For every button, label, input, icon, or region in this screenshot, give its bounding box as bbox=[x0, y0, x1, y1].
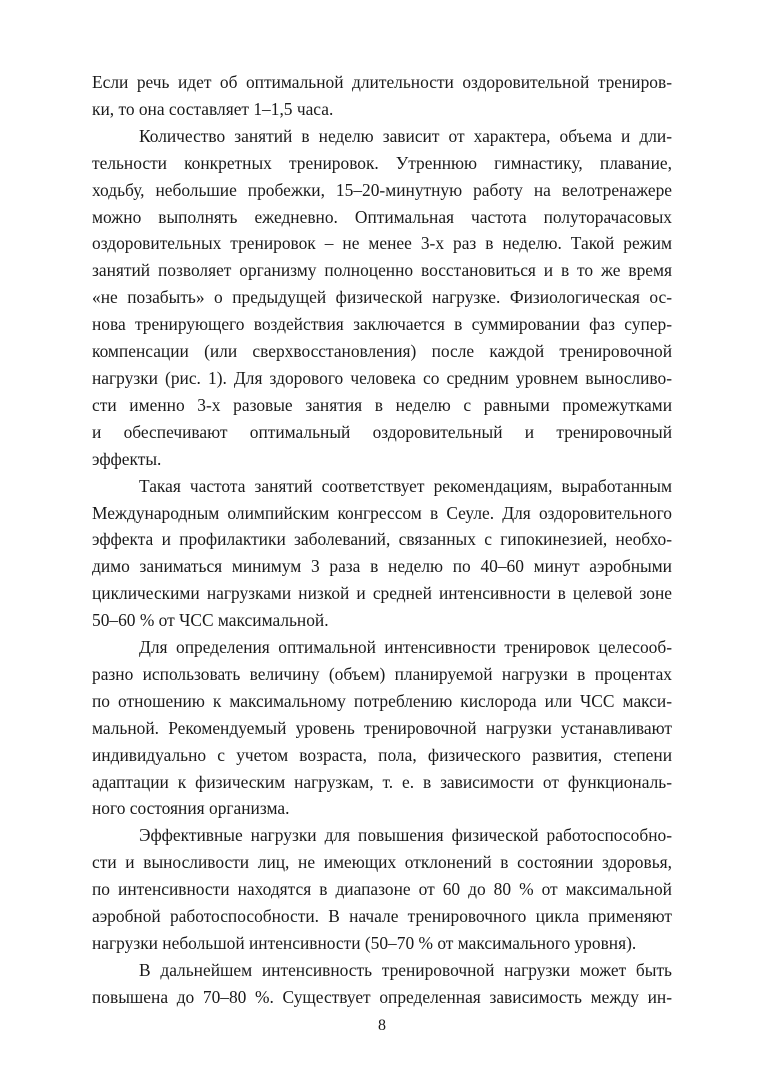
text-line: нагрузки (рис. 1). Для здорового человека со средним уровнем выносливо- bbox=[92, 367, 672, 388]
text-line: сти и выносливости лиц, не имеющих отклонений в состоянии здоровья, bbox=[92, 852, 672, 873]
text-line: эффекта и профилактики заболеваний, связанных с гипокинезией, необхо- bbox=[92, 529, 672, 550]
text-line: Если речь идет об оптимальной длительности оздоровительной трениров- bbox=[92, 72, 672, 92]
text-line: Такая частота занятий соответствует рекомендациям, выработанным bbox=[139, 475, 672, 496]
text-line: аэробной работоспособности. В начале тренировочного цикла применяют bbox=[92, 906, 672, 927]
text-line: димо заниматься минимум 3 раза в неделю по 40–60 минут аэробными bbox=[92, 556, 672, 577]
text-line: ного состояния организма. bbox=[92, 798, 290, 819]
text-line: компенсации (или сверхвосстановления) после каждой тренировочной bbox=[92, 341, 672, 362]
text-line: Эффективные нагрузки для повышения физической работоспособно- bbox=[139, 825, 672, 846]
text-line: В дальнейшем интенсивность тренировочной нагрузки может быть bbox=[139, 959, 672, 980]
document-page bbox=[92, 69, 672, 1011]
text-line: повышена до 70–80 %. Существует определенная зависимость между ин- bbox=[92, 986, 672, 1007]
text-line: циклическими нагрузками низкой и средней интенсивности в целевой зоне bbox=[92, 583, 672, 604]
paragraph-effective-loads bbox=[92, 822, 672, 957]
paragraph-recommendations bbox=[92, 473, 672, 634]
text-line: тельности конкретных тренировок. Утреннюю гимнастику, плавание, bbox=[92, 152, 672, 173]
text-line: мальной. Рекомендуемый уровень тренировочной нагрузки устанавливают bbox=[92, 717, 672, 738]
text-line: 50–60 % от ЧСС максимальной. bbox=[92, 610, 329, 631]
text-line: Для определения оптимальной интенсивности тренировок целесооб- bbox=[139, 637, 672, 658]
text-line: Международным олимпийским конгрессом в Сеуле. Для оздоровительного bbox=[92, 502, 672, 523]
text-line: Количество занятий в неделю зависит от характера, объема и дли- bbox=[139, 125, 672, 146]
text-line: нагрузки небольшой интенсивности (50–70 % от максимального уровня). bbox=[92, 933, 637, 953]
page-number: 8 bbox=[378, 1017, 386, 1034]
text-line: эффекты. bbox=[92, 448, 162, 469]
paragraph-duration bbox=[92, 69, 672, 123]
text-line: по интенсивности находятся в диапазоне от 60 до 80 % от максимальной bbox=[92, 879, 672, 900]
paragraph-further bbox=[92, 957, 672, 1011]
text-line: оздоровительных тренировок – не менее 3-х раз в неделю. Такой режим bbox=[92, 233, 672, 254]
text-line: и обеспечивают оптимальный оздоровительный и тренировочный bbox=[92, 421, 672, 442]
text-line: «не позабыть» о предыдущей физической нагрузке. Физиологическая ос- bbox=[92, 287, 672, 308]
text-line: можно выполнять ежедневно. Оптимальная частота полуторачасовых bbox=[92, 206, 672, 227]
text-line: нова тренирующего воздействия заключается в суммировании фаз супер- bbox=[92, 314, 672, 335]
text-line: ходьбу, небольшие пробежки, 15–20-минутную работу на велотренажере bbox=[92, 179, 672, 200]
text-line: по отношению к максимальному потреблению кислорода или ЧСС макси- bbox=[92, 690, 672, 711]
text-line: занятий позволяет организму полноценно восстановиться и в то же время bbox=[92, 260, 672, 281]
paragraph-frequency bbox=[92, 123, 672, 473]
text-line: ки, то она составляет 1–1,5 часа. bbox=[92, 98, 334, 119]
text-line: сти именно 3-х разовые занятия в неделю с равными промежутками bbox=[92, 394, 672, 415]
text-line: разно использовать величину (объем) планируемой нагрузки в процентах bbox=[92, 663, 672, 684]
text-line: адаптации к физическим нагрузкам, т. е. в зависимости от функциональ- bbox=[92, 771, 672, 792]
text-line: индивидуально с учетом возраста, пола, физического развития, степени bbox=[92, 744, 672, 765]
paragraph-intensity bbox=[92, 634, 672, 822]
